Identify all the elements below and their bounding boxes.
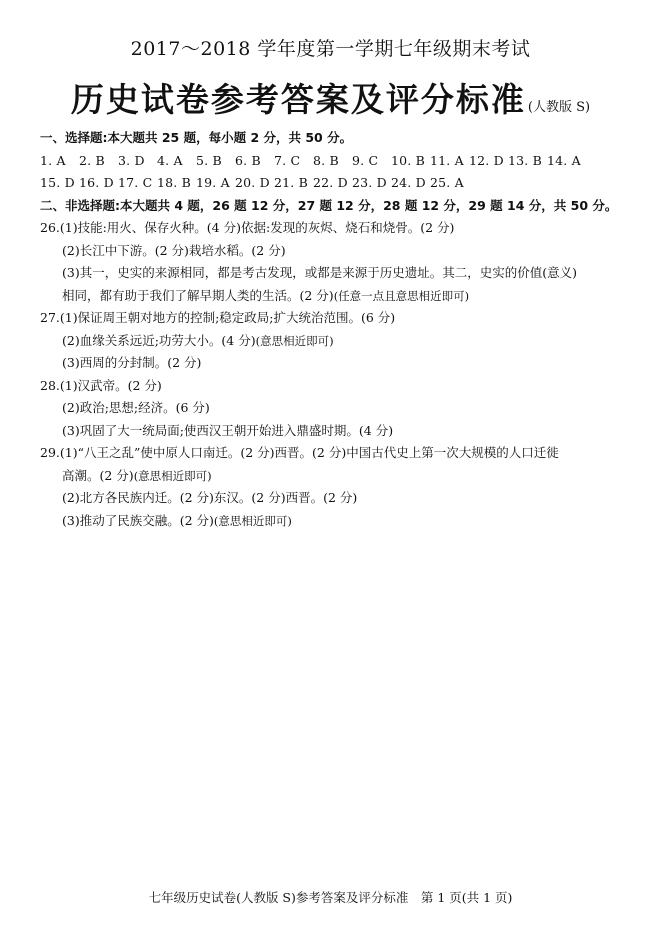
choice-answer: 21. B	[274, 175, 309, 190]
choice-answers-row-1	[40, 150, 628, 173]
choice-answer: 5. B	[196, 152, 222, 168]
choice-answer: 16. D	[79, 175, 114, 190]
q29-part1-line2	[40, 465, 628, 488]
q26-part3-line2	[40, 285, 628, 308]
q26-part1: 26.(1)技能:用火、保存火种。(4 分)依据:发现的灰烬、烧石和烧骨。(2 分)	[40, 220, 455, 235]
q26-part3-line1: (3)其一，史实的来源相同，都是考古发现，或都是来源于历史遗址。其二，史实的价值(意义)	[62, 265, 577, 280]
choice-answer: 2. B	[79, 152, 105, 168]
choice-answer: 4. A	[157, 152, 183, 168]
choice-answer: 12. D	[469, 152, 504, 168]
choice-answer: 8. B	[313, 152, 339, 168]
q29-part1-scoring-note: (意思相近即可)	[133, 468, 212, 483]
q29-part1-text: 高潮。(2 分)	[62, 467, 134, 483]
main-title: 历史试卷参考答案及评分标准	[70, 80, 526, 119]
q29-part2: (2)北方各民族内迁。(2 分)东汉。(2 分)西晋。(2 分)	[62, 490, 358, 505]
q27-part1: 27.(1)保证周王朝对地方的控制;稳定政局;扩大统治范围。(6 分)	[40, 310, 396, 325]
edition-label: (人教版 S)	[527, 100, 591, 115]
q27-part2	[40, 330, 628, 353]
choice-answer: 9. C	[352, 152, 379, 168]
q27-scoring-note: (意思相近即可)	[255, 333, 334, 348]
choice-answer: 15. D	[40, 175, 75, 190]
choice-answer: 25. A	[430, 175, 464, 190]
q28-part2: (2)政治;思想;经济。(6 分)	[62, 400, 210, 415]
choice-answer: 20. D	[235, 175, 270, 190]
page-footer: 七年级历史试卷(人教版 S)参考答案及评分标准 第 1 页(共 1 页)	[148, 890, 513, 905]
q27-part2-text: (2)血缘关系远近;功劳大小。(4 分)	[62, 332, 256, 348]
choice-answer: 6. B	[235, 152, 261, 168]
choice-answer: 3. D	[118, 152, 145, 168]
q26-part3-text: 相同，都有助于我们了解早期人类的生活。(2 分)	[62, 287, 334, 303]
choice-answer: 22. D	[313, 175, 348, 190]
q29-part3-scoring-note: (意思相近即可)	[213, 513, 292, 528]
title-block	[0, 74, 661, 121]
choice-answer: 14. A	[547, 152, 581, 168]
choice-answer: 13. B	[508, 152, 543, 168]
choice-answer: 11. A	[430, 152, 464, 168]
q29-part1-line1: 29.(1)“八王之乱”使中原人口南迁。(2 分)西晋。(2 分)中国古代史上第一次大规模的人口迁徙	[40, 445, 559, 460]
q28-part3: (3)巩固了大一统局面;使西汉王朝开始进入鼎盛时期。(4 分)	[62, 422, 394, 438]
section1-heading: 一、选择题:本大题共 25 题，每小题 2 分，共 50 分。	[40, 130, 353, 145]
q26-scoring-note: (任意一点且意思相近即可)	[333, 288, 470, 303]
choice-answer: 1. A	[40, 152, 66, 168]
answer-content	[40, 127, 628, 532]
q28-part1: 28.(1)汉武帝。(2 分)	[40, 377, 162, 393]
choice-answer: 17. C	[118, 175, 153, 190]
q27-part3: (3)西周的分封制。(2 分)	[62, 355, 202, 370]
section2-heading: 二、非选择题:本大题共 4 题，26 题 12 分，27 题 12 分，28 题 12 分，29 题 14 分，共 50 分。	[40, 197, 618, 213]
choice-answer: 7. C	[274, 152, 301, 168]
choice-answer: 18. B	[157, 175, 192, 190]
choice-answer: 10. B	[391, 152, 426, 168]
q26-part2: (2)长江中下游。(2 分)栽培水稻。(2 分)	[62, 242, 286, 258]
choice-answer: 19. A	[196, 175, 230, 190]
q29-part3	[40, 510, 628, 533]
choice-answer: 23. D	[352, 175, 387, 190]
q29-part3-text: (3)推动了民族交融。(2 分)	[62, 512, 214, 528]
exam-title: 2017～2018 学年度第一学期七年级期末考试	[130, 38, 531, 60]
choice-answers-row-2	[40, 172, 628, 195]
choice-answer: 24. D	[391, 175, 426, 190]
